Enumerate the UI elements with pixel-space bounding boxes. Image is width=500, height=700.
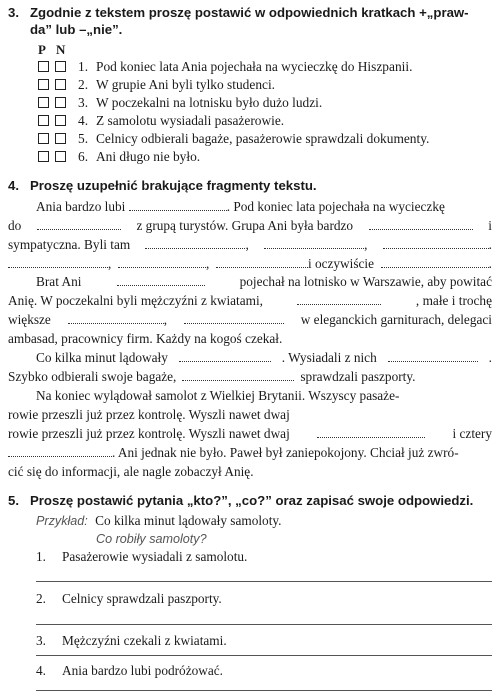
text-fragment: . bbox=[488, 237, 492, 252]
statement-row bbox=[38, 148, 200, 165]
answer-line[interactable] bbox=[36, 655, 492, 656]
question-number: 4. bbox=[36, 663, 46, 678]
checkbox-p[interactable] bbox=[38, 133, 49, 144]
text-fragment: Brat Ani bbox=[36, 274, 82, 289]
text-fragment: , bbox=[108, 256, 112, 271]
question-number: 2. bbox=[36, 591, 46, 606]
statement-text: Pod koniec lata Ania pojechała na wycieczkę do Hiszpanii. bbox=[96, 58, 413, 74]
text-line bbox=[8, 255, 492, 273]
fill-blank[interactable] bbox=[117, 274, 205, 286]
checkbox-n[interactable] bbox=[55, 79, 66, 90]
example-answer-line bbox=[96, 530, 492, 548]
text-line bbox=[8, 292, 492, 310]
text-fragment: Anię. W poczekalni byli mężczyźni z kwiatami, bbox=[8, 293, 264, 308]
text-fragment: , bbox=[245, 237, 249, 252]
fill-blank[interactable] bbox=[182, 369, 294, 381]
checkbox-p[interactable] bbox=[38, 61, 49, 72]
text-line bbox=[8, 273, 492, 291]
text-line bbox=[8, 444, 492, 462]
section-5-number: 5. bbox=[8, 493, 19, 508]
fill-blank[interactable] bbox=[68, 312, 164, 324]
fill-blank[interactable] bbox=[8, 445, 112, 457]
fill-blank[interactable] bbox=[37, 218, 121, 230]
text-fragment: i bbox=[488, 218, 492, 233]
statement-number: 3. bbox=[78, 94, 89, 110]
fill-blank[interactable] bbox=[179, 350, 271, 362]
question-sentence: Celnicy sprawdzali paszporty. bbox=[62, 591, 222, 606]
question-item bbox=[36, 548, 492, 566]
fill-blank[interactable] bbox=[369, 218, 473, 230]
example-answer: Co robiły samoloty? bbox=[96, 532, 207, 546]
text-fragment: i oczywiście bbox=[307, 256, 375, 271]
question-sentence: Pasażerowie wysiadali z samolotu. bbox=[62, 549, 248, 564]
question-item bbox=[36, 662, 492, 680]
answer-line[interactable] bbox=[36, 624, 492, 625]
statement-row bbox=[38, 58, 412, 75]
checkbox-n[interactable] bbox=[55, 133, 66, 144]
text-line bbox=[8, 236, 492, 254]
checkbox-n[interactable] bbox=[55, 115, 66, 126]
example-line bbox=[36, 512, 492, 530]
section-3-heading bbox=[8, 4, 469, 38]
fill-blank[interactable] bbox=[317, 426, 425, 438]
fill-blank[interactable] bbox=[129, 199, 227, 211]
question-number: 1. bbox=[36, 549, 46, 564]
section-3-number: 3. bbox=[8, 5, 19, 20]
checkbox-n[interactable] bbox=[55, 97, 66, 108]
section-4-title: Proszę uzupełnić brakujące fragmenty tekstu. bbox=[30, 178, 317, 193]
fill-blank[interactable] bbox=[381, 256, 489, 268]
question-number: 3. bbox=[36, 633, 46, 648]
text-line bbox=[8, 330, 492, 348]
checkbox-p[interactable] bbox=[38, 79, 49, 90]
section-3-title-line2: da” lub –„nie”. bbox=[30, 22, 123, 37]
text-line bbox=[8, 311, 492, 329]
text-fragment: . bbox=[488, 256, 492, 271]
text-fragment: Co kilka minut lądowały bbox=[36, 350, 168, 365]
text-fragment: , bbox=[364, 237, 368, 252]
fill-blank[interactable] bbox=[118, 256, 206, 268]
text-fragment: sympatyczna. Byli tam bbox=[8, 237, 131, 252]
text-line bbox=[8, 425, 492, 443]
n-column-label: N bbox=[56, 42, 66, 57]
text-fragment: . Wysiadali z nich bbox=[281, 350, 377, 365]
text-line bbox=[8, 217, 492, 235]
fill-blank[interactable] bbox=[264, 237, 364, 249]
question-item bbox=[36, 632, 492, 650]
statement-text: Celnicy odbierali bagaże, pasażerowie sprawdzali dokumenty. bbox=[96, 130, 430, 146]
text-fragment: , małe i trochę bbox=[415, 293, 492, 308]
p-column-label: P bbox=[38, 42, 46, 57]
text-fragment: , bbox=[163, 312, 168, 327]
example-sentence: Co kilka minut lądowały samoloty. bbox=[95, 513, 282, 528]
checkbox-p[interactable] bbox=[38, 97, 49, 108]
statement-number: 4. bbox=[78, 112, 89, 128]
section-5-heading bbox=[8, 492, 473, 509]
text-fragment: . Pod koniec lata pojechała na wycieczkę bbox=[226, 199, 445, 214]
statement-number: 1. bbox=[78, 58, 89, 74]
text-fragment: ambasad, pracownicy firm. Każdy na kogoś czekał. bbox=[8, 331, 283, 346]
fill-blank[interactable] bbox=[184, 312, 284, 324]
fill-blank[interactable] bbox=[297, 293, 381, 305]
answer-line[interactable] bbox=[36, 581, 492, 582]
text-fragment: rowie przeszli już przez kontrolę. Wyszli nawet dwaj bbox=[8, 426, 290, 441]
fill-blank[interactable] bbox=[8, 256, 108, 268]
pn-header bbox=[38, 42, 74, 58]
text-line bbox=[8, 198, 492, 216]
section-4-number: 4. bbox=[8, 178, 19, 193]
text-fragment: w eleganckich garniturach, delegaci bbox=[300, 312, 492, 327]
text-fragment: , bbox=[205, 256, 210, 271]
text-fragment: cić się do informacji, ale nagle zobaczył Anię. bbox=[8, 464, 254, 479]
example-label: Przykład: bbox=[36, 514, 88, 528]
text-fragment: Szybko odbierali swoje bagaże, bbox=[8, 369, 177, 384]
statement-text: Ani długo nie było. bbox=[96, 148, 201, 164]
text-fragment: pojechał na lotnisko w Warszawie, aby powitać bbox=[239, 274, 492, 289]
checkbox-p[interactable] bbox=[38, 115, 49, 126]
checkbox-p[interactable] bbox=[38, 151, 49, 162]
section-3-title-line1: Zgodnie z tekstem proszę postawić w odpowiednich kratkach +„praw- bbox=[30, 5, 469, 20]
text-line bbox=[8, 387, 492, 405]
statement-number: 5. bbox=[78, 130, 89, 146]
section-4-heading bbox=[8, 177, 317, 194]
text-fragment: do bbox=[8, 218, 22, 233]
text-fragment: Na koniec wylądował samolot z Wielkiej Brytanii. Wszyscy pasaże- bbox=[36, 388, 400, 403]
statement-text: Z samolotu wysiadali pasażerowie. bbox=[96, 112, 285, 128]
text-fragment: Ania bardzo lubi bbox=[36, 199, 129, 214]
statement-row bbox=[38, 130, 429, 147]
statement-row bbox=[38, 94, 322, 111]
text-line bbox=[8, 349, 492, 367]
text-line bbox=[8, 406, 492, 424]
text-fragment: . bbox=[488, 350, 492, 365]
question-sentence: Mężczyźni czekali z kwiatami. bbox=[62, 633, 227, 648]
fill-blank[interactable] bbox=[383, 237, 489, 249]
statement-number: 6. bbox=[78, 148, 89, 164]
statement-row bbox=[38, 76, 275, 93]
text-fragment: sprawdzali paszporty. bbox=[300, 369, 416, 384]
fill-blank[interactable] bbox=[388, 350, 478, 362]
text-line bbox=[8, 463, 492, 481]
question-sentence: Ania bardzo lubi podróżować. bbox=[62, 663, 223, 678]
question-item bbox=[36, 590, 492, 608]
fill-blank[interactable] bbox=[145, 237, 245, 249]
checkbox-n[interactable] bbox=[55, 151, 66, 162]
statement-text: W grupie Ani byli tylko studenci. bbox=[96, 76, 276, 92]
checkbox-n[interactable] bbox=[55, 61, 66, 72]
section-5-title: Proszę postawić pytania „kto?”, „co?” oraz zapisać swoje odpowiedzi. bbox=[30, 493, 474, 508]
text-fragment: . Ani jednak nie było. Paweł był zaniepokojony. Chciał już zwró- bbox=[112, 445, 459, 460]
text-fragment: z grupą turystów. Grupa Ani była bardzo bbox=[136, 218, 354, 233]
text-fragment: i cztery bbox=[452, 426, 492, 441]
statement-text: W poczekalni na lotnisku było dużo ludzi. bbox=[96, 94, 323, 110]
text-fragment: rowie przeszli już przez kontrolę. Wyszli nawet dwaj bbox=[8, 407, 290, 422]
text-line bbox=[8, 368, 492, 386]
fill-blank[interactable] bbox=[216, 256, 308, 268]
text-fragment: większe bbox=[8, 312, 51, 327]
statement-row bbox=[38, 112, 284, 129]
statement-number: 2. bbox=[78, 76, 89, 92]
answer-line[interactable] bbox=[36, 690, 492, 691]
